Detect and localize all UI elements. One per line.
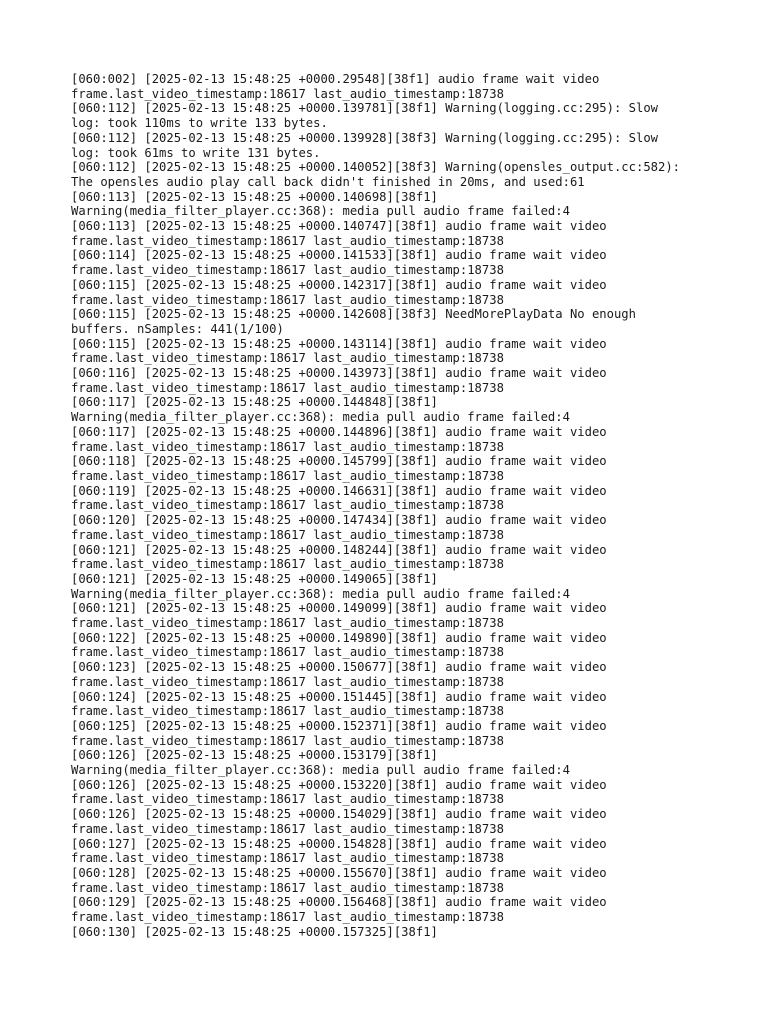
log-line: [060:112] [2025-02-13 15:48:25 +0000.140052][38f3] Warning(opensles_output.cc:582): (71, 160, 681, 175)
log-line: Warning(media_filter_player.cc:368): media pull audio frame failed:4 (71, 586, 570, 601)
log-line: [060:122] [2025-02-13 15:48:25 +0000.149890][38f1] audio frame wait video (71, 630, 607, 645)
log-line: frame.last_video_timestamp:18617 last_audio_timestamp:18738 (71, 263, 504, 278)
log-line: [060:128] [2025-02-13 15:48:25 +0000.155670][38f1] audio frame wait video (71, 865, 607, 880)
log-line: [060:121] [2025-02-13 15:48:25 +0000.149099][38f1] audio frame wait video (71, 601, 607, 616)
log-line: [060:115] [2025-02-13 15:48:25 +0000.143114][38f1] audio frame wait video (71, 336, 607, 351)
log-line: [060:126] [2025-02-13 15:48:25 +0000.153179][38f1] (71, 748, 438, 763)
log-line: frame.last_video_timestamp:18617 last_audio_timestamp:18738 (71, 351, 504, 366)
log-line: [060:130] [2025-02-13 15:48:25 +0000.157325][38f1] (71, 924, 438, 939)
log-line: frame.last_video_timestamp:18617 last_audio_timestamp:18738 (71, 704, 504, 719)
log-line: [060:117] [2025-02-13 15:48:25 +0000.144896][38f1] audio frame wait video (71, 424, 607, 439)
log-line: [060:002] [2025-02-13 15:48:25 +0000.29548][38f1] audio frame wait video (71, 72, 600, 86)
log-line: log: took 61ms to write 131 bytes. (71, 145, 321, 160)
log-line: frame.last_video_timestamp:18617 last_audio_timestamp:18738 (71, 439, 504, 454)
log-line: Warning(media_filter_player.cc:368): media pull audio frame failed:4 (71, 763, 570, 778)
log-line: [060:129] [2025-02-13 15:48:25 +0000.156468][38f1] audio frame wait video (71, 895, 607, 910)
log-line: [060:121] [2025-02-13 15:48:25 +0000.148244][38f1] audio frame wait video (71, 542, 607, 557)
log-line: [060:117] [2025-02-13 15:48:25 +0000.144848][38f1] (71, 395, 438, 410)
log-line: frame.last_video_timestamp:18617 last_audio_timestamp:18738 (71, 86, 504, 101)
log-line: frame.last_video_timestamp:18617 last_audio_timestamp:18738 (71, 233, 504, 248)
log-line: frame.last_video_timestamp:18617 last_audio_timestamp:18738 (71, 616, 504, 631)
log-line: Warning(media_filter_player.cc:368): media pull audio frame failed:4 (71, 410, 570, 425)
log-line: [060:120] [2025-02-13 15:48:25 +0000.147434][38f1] audio frame wait video (71, 513, 607, 528)
log-line: [060:112] [2025-02-13 15:48:25 +0000.139781][38f1] Warning(logging.cc:295): Slow (71, 101, 658, 116)
log-line: frame.last_video_timestamp:18617 last_audio_timestamp:18738 (71, 674, 504, 689)
log-line: frame.last_video_timestamp:18617 last_audio_timestamp:18738 (71, 880, 504, 895)
log-line: [060:121] [2025-02-13 15:48:25 +0000.149065][38f1] (71, 571, 438, 586)
log-line: frame.last_video_timestamp:18617 last_audio_timestamp:18738 (71, 292, 504, 307)
log-line: [060:126] [2025-02-13 15:48:25 +0000.154029][38f1] audio frame wait video (71, 807, 607, 822)
log-line: frame.last_video_timestamp:18617 last_audio_timestamp:18738 (71, 557, 504, 572)
log-line: [060:126] [2025-02-13 15:48:25 +0000.153220][38f1] audio frame wait video (71, 777, 607, 792)
log-line: [060:112] [2025-02-13 15:48:25 +0000.139928][38f3] Warning(logging.cc:295): Slow (71, 130, 658, 145)
log-line: [060:124] [2025-02-13 15:48:25 +0000.151445][38f1] audio frame wait video (71, 689, 607, 704)
log-line: [060:118] [2025-02-13 15:48:25 +0000.145799][38f1] audio frame wait video (71, 454, 607, 469)
log-line: frame.last_video_timestamp:18617 last_audio_timestamp:18738 (71, 851, 504, 866)
log-line: log: took 110ms to write 133 bytes. (71, 116, 328, 131)
log-line: frame.last_video_timestamp:18617 last_audio_timestamp:18738 (71, 527, 504, 542)
log-document (71, 72, 751, 939)
log-line: Warning(media_filter_player.cc:368): media pull audio frame failed:4 (71, 204, 570, 219)
log-line: frame.last_video_timestamp:18617 last_audio_timestamp:18738 (71, 733, 504, 748)
log-line: frame.last_video_timestamp:18617 last_audio_timestamp:18738 (71, 910, 504, 925)
log-line: frame.last_video_timestamp:18617 last_audio_timestamp:18738 (71, 821, 504, 836)
log-line: [060:119] [2025-02-13 15:48:25 +0000.146631][38f1] audio frame wait video (71, 483, 607, 498)
log-line: frame.last_video_timestamp:18617 last_audio_timestamp:18738 (71, 792, 504, 807)
log-line: frame.last_video_timestamp:18617 last_audio_timestamp:18738 (71, 498, 504, 513)
log-line: [060:127] [2025-02-13 15:48:25 +0000.154828][38f1] audio frame wait video (71, 836, 607, 851)
log-line: [060:113] [2025-02-13 15:48:25 +0000.140698][38f1] (71, 189, 438, 204)
log-line: [060:123] [2025-02-13 15:48:25 +0000.150677][38f1] audio frame wait video (71, 660, 607, 675)
log-line: frame.last_video_timestamp:18617 last_audio_timestamp:18738 (71, 380, 504, 395)
log-line: [060:125] [2025-02-13 15:48:25 +0000.152371][38f1] audio frame wait video (71, 718, 607, 733)
log-line: The opensles audio play call back didn't finished in 20ms, and used:61 (71, 174, 585, 189)
log-line: [060:114] [2025-02-13 15:48:25 +0000.141533][38f1] audio frame wait video (71, 248, 607, 263)
log-line: frame.last_video_timestamp:18617 last_audio_timestamp:18738 (71, 645, 504, 660)
log-line: [060:113] [2025-02-13 15:48:25 +0000.140747][38f1] audio frame wait video (71, 219, 607, 234)
log-line: [060:115] [2025-02-13 15:48:25 +0000.142317][38f1] audio frame wait video (71, 277, 607, 292)
log-line: [060:116] [2025-02-13 15:48:25 +0000.143973][38f1] audio frame wait video (71, 366, 607, 381)
log-line: buffers. nSamples: 441(1/100) (71, 321, 284, 336)
log-line: [060:115] [2025-02-13 15:48:25 +0000.142608][38f3] NeedMorePlayData No enough (71, 307, 636, 322)
log-line: frame.last_video_timestamp:18617 last_audio_timestamp:18738 (71, 468, 504, 483)
